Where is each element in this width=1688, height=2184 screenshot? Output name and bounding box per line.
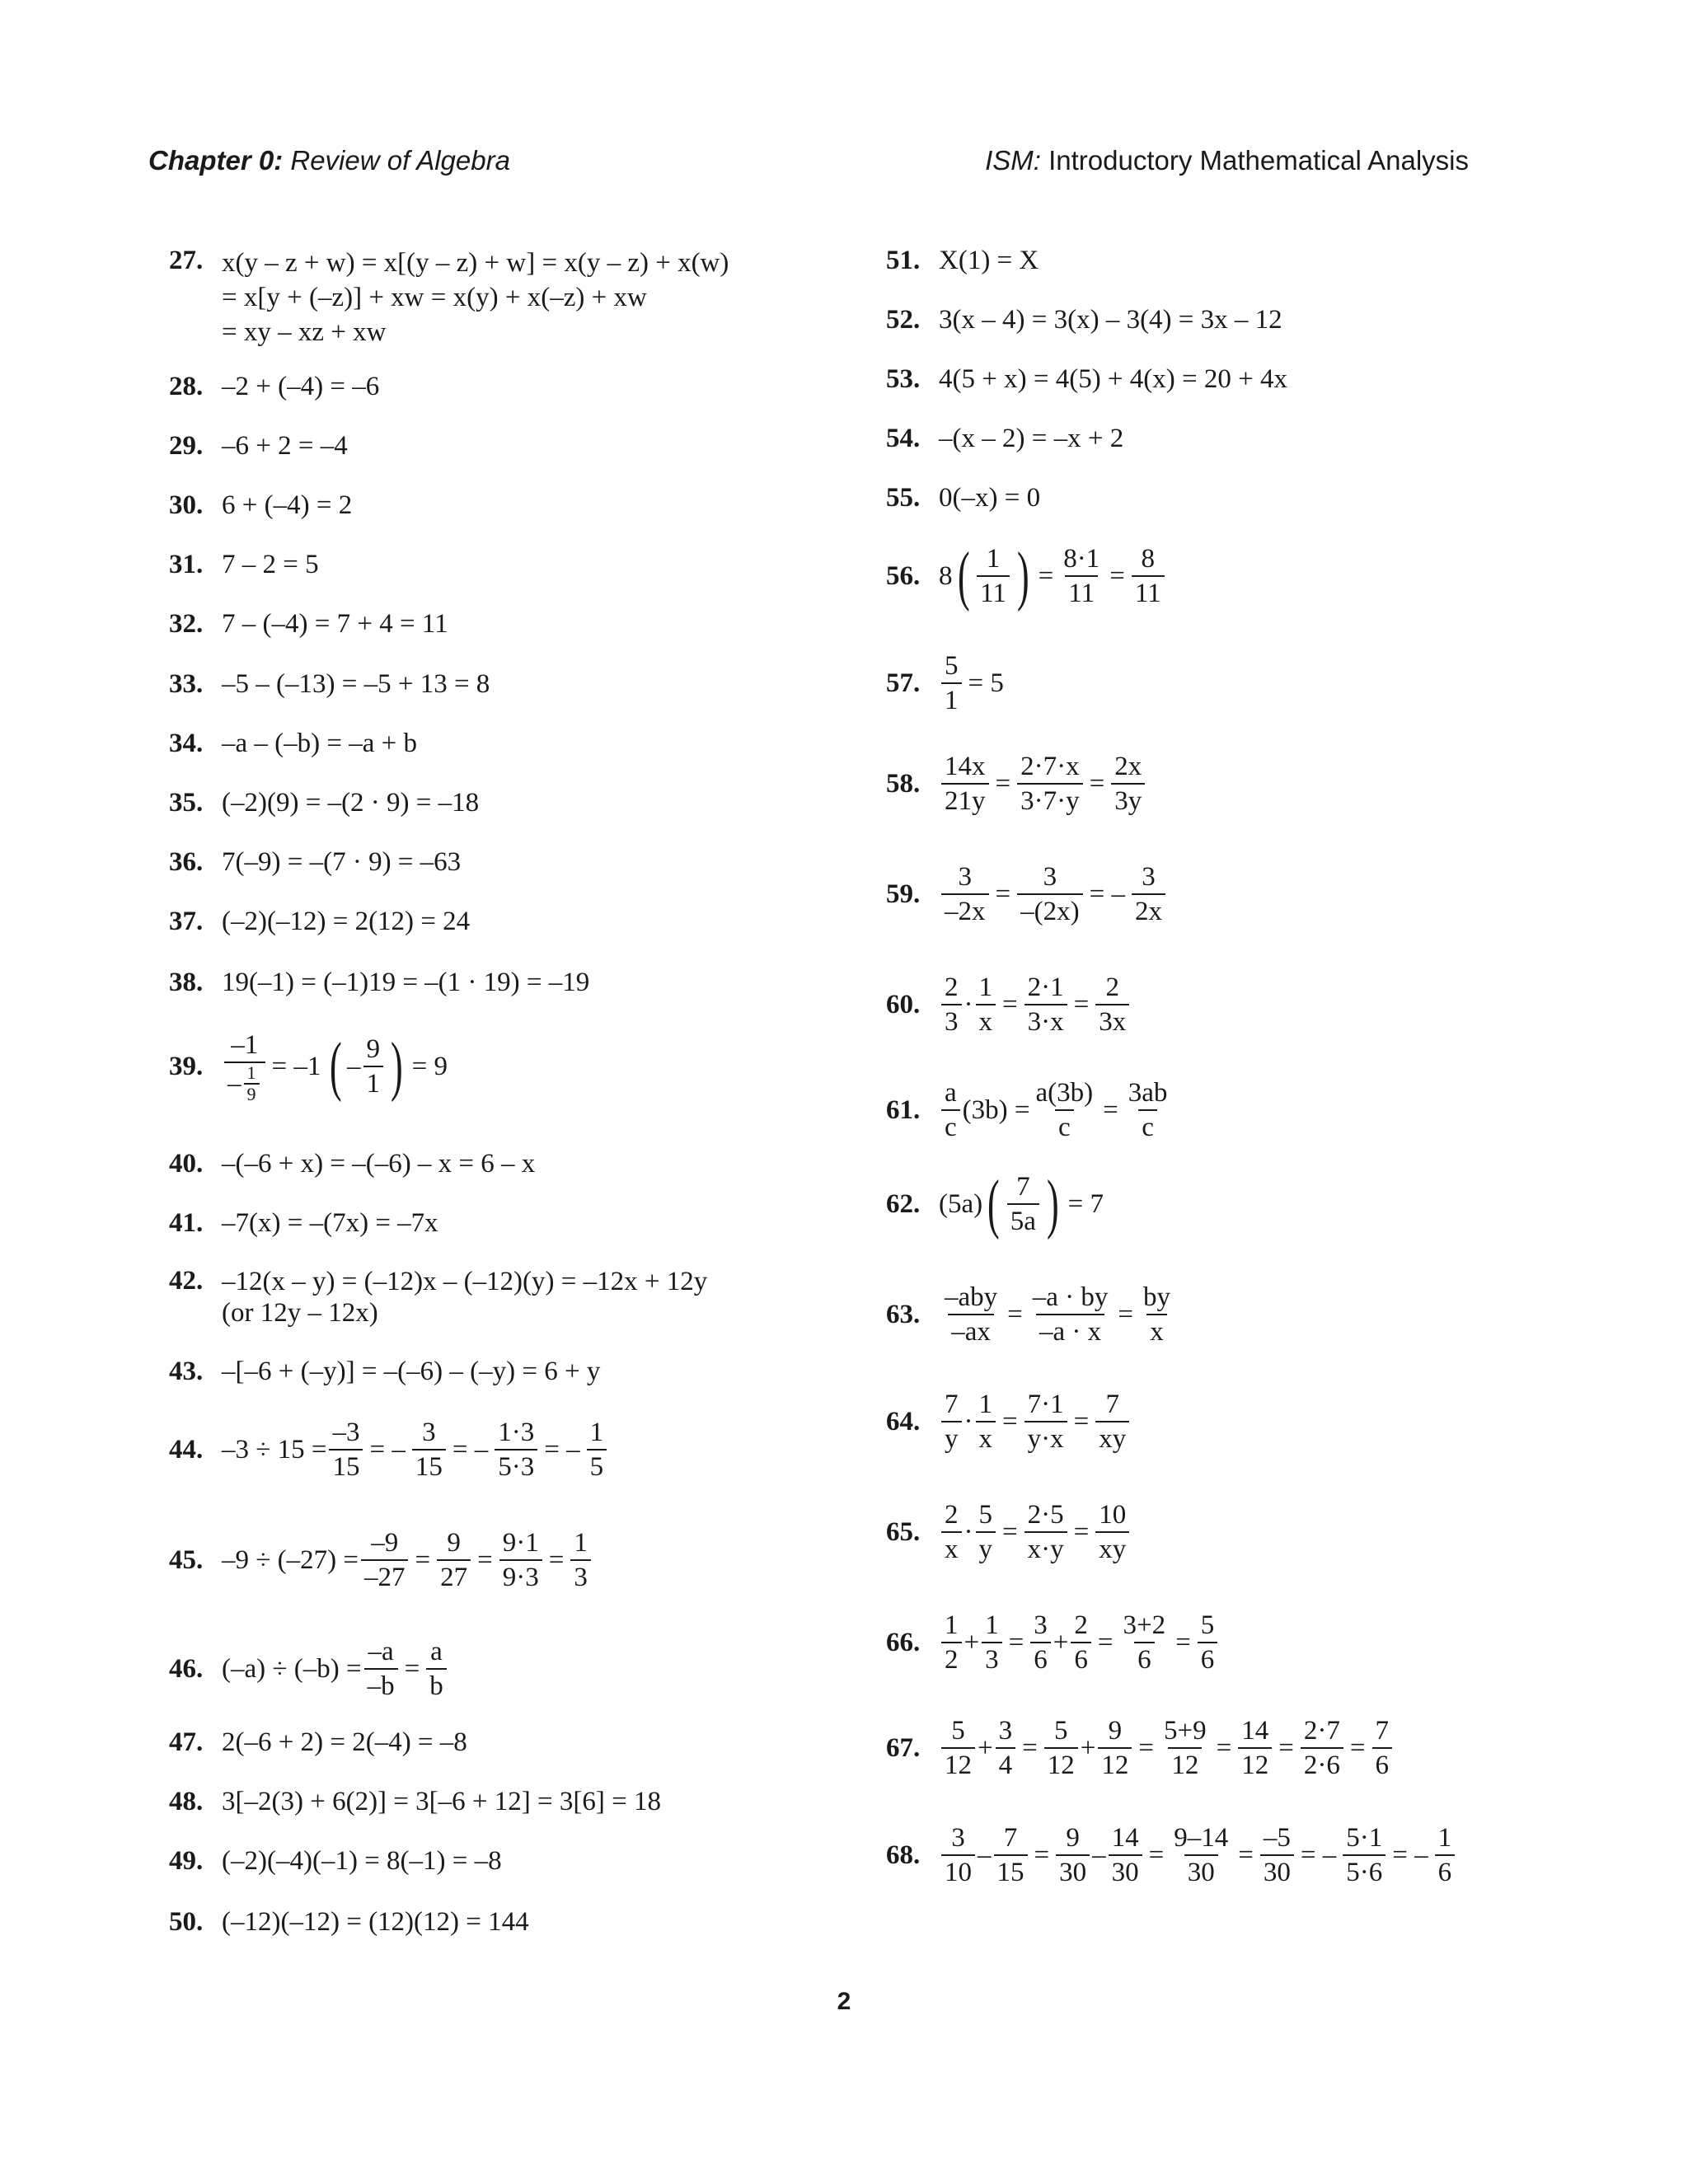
fraction: $\frac{5\cdot 1}{5\cdot 6}$ — [1343, 1821, 1386, 1889]
problem-28 — [169, 372, 379, 402]
fraction: $\frac{2x}{3y}$ — [1111, 750, 1145, 818]
problem-43 — [169, 1357, 600, 1387]
problem-number: 53. — [886, 364, 921, 394]
problem-55 — [886, 483, 1040, 513]
fraction: $\frac{1}{5}$ — [587, 1416, 607, 1483]
problem-solution: 3[–2(3) + 6(2)] = 3[–6 + 12] = 3[6] = 18 — [222, 1787, 661, 1816]
fraction: $\frac{-3}{15}$ — [329, 1416, 363, 1483]
fraction: $\frac{5}{y}$ — [976, 1498, 996, 1566]
fraction: $\frac{3}{-2x}$ — [941, 860, 989, 928]
fraction: $\frac{2\cdot 5}{x\cdot y}$ — [1025, 1498, 1067, 1566]
problem-number: 50. — [169, 1907, 204, 1937]
problem-solution: $\frac{14x}{21y}$ = $\frac{2\cdot 7\cdot x}{3\cdot 7\cdot y}$ = $\frac{2x}{3y}$ — [939, 750, 1147, 818]
problem-60 — [886, 971, 1132, 1038]
problem-number: 62. — [886, 1188, 921, 1219]
problem-number: 34. — [169, 729, 204, 758]
problem-48 — [169, 1787, 661, 1817]
problem-number: 66. — [886, 1627, 921, 1657]
problem-number: 67. — [886, 1732, 921, 1763]
fraction: $\frac{14}{30}$ — [1109, 1821, 1142, 1889]
problem-number: 27. — [169, 246, 204, 275]
problem-number: 42. — [169, 1266, 204, 1296]
problem-solution: $\frac{a}{c}$ (3b) = $\frac{a(3b)}{c}$ = $\frac{3ab}{c}$ — [939, 1076, 1173, 1144]
problem-number: 44. — [169, 1434, 204, 1465]
problem-number: 31. — [169, 550, 204, 579]
problem-42 — [169, 1266, 707, 1329]
problem-number: 41. — [169, 1208, 204, 1238]
problem-46 — [169, 1635, 449, 1703]
problem-64 — [886, 1388, 1132, 1455]
fraction: $\frac{8}{11}$ — [1132, 542, 1165, 610]
solution-line: = x[y + (–z)] + xw = x(y) + x(–z) + xw — [222, 283, 647, 312]
problem-number: 64. — [886, 1406, 921, 1436]
fraction: $\frac{1}{6}$ — [1435, 1821, 1456, 1889]
running-header-left — [148, 145, 510, 176]
problem-number: 37. — [169, 907, 204, 936]
problem-52 — [886, 305, 1282, 335]
problem-38 — [169, 968, 589, 998]
problem-32 — [169, 609, 448, 640]
fraction: $\frac{9}{1}$ — [363, 1033, 384, 1100]
problem-number: 59. — [886, 879, 921, 909]
problem-67 — [886, 1714, 1395, 1782]
problem-41 — [169, 1208, 438, 1239]
fraction: $\frac{5}{6}$ — [1198, 1609, 1218, 1676]
fraction: $\frac{1}{11}$ — [977, 542, 1010, 610]
problem-solution — [222, 1266, 707, 1329]
fraction: $\frac{3+2}{6}$ — [1123, 1610, 1166, 1675]
fraction: $\frac{1\cdot 3}{5\cdot 3}$ — [495, 1416, 537, 1483]
fraction: $\frac{3}{4}$ — [996, 1714, 1016, 1782]
problem-solution: (–2)(–12) = 2(12) = 24 — [222, 907, 471, 936]
problem-number: 30. — [169, 490, 204, 520]
problem-50 — [169, 1907, 529, 1938]
fraction: $\frac{2}{x}$ — [941, 1498, 962, 1566]
problem-number: 43. — [169, 1357, 204, 1386]
problem-solution: $\frac{5}{1}$ = 5 — [939, 649, 1008, 717]
problem-62 — [886, 1170, 1108, 1238]
right-paren: ) — [1016, 540, 1029, 612]
problem-solution: (–a) ÷ (–b) = $\frac{-a}{-b}$ = $\frac{a}{b}$ — [222, 1635, 449, 1703]
left-paren: ( — [330, 1030, 343, 1103]
problem-number: 60. — [886, 989, 921, 1019]
problem-solution: $\frac{5}{12}$ + $\frac{3}{4}$ = $\frac{5}{12}$ + $\frac{9}{12}$ = $\frac{5+9}{12}$ = $\frac{14}{12}$ = $\frac{2\cdot 7}{2\cdot 6}$ = $\frac{7}{6}$ — [939, 1714, 1395, 1782]
problem-solution: –(x – 2) = –x + 2 — [939, 424, 1124, 453]
problem-solution: $\frac{\text{–aby}}{-ax}$ = $\frac{-a \cdot by}{-a \cdot x}$ = $\frac{by}{x}$ — [939, 1281, 1176, 1348]
fraction: $\frac{9}{27}$ — [437, 1526, 471, 1594]
problem-number: 58. — [886, 768, 921, 799]
problem-58 — [886, 750, 1147, 818]
problem-49 — [169, 1846, 502, 1877]
problem-35 — [169, 788, 479, 818]
problem-solution: (–12)(–12) = (12)(12) = 144 — [222, 1907, 529, 1937]
fraction: $\frac{5+9}{12}$ — [1164, 1716, 1207, 1780]
fraction: $\frac{2}{3}$ — [941, 971, 962, 1038]
fraction: $\frac{5}{12}$ — [1044, 1714, 1078, 1782]
fraction: $\frac{3}{-(2x)}$ — [1017, 860, 1082, 928]
problem-number: 40. — [169, 1149, 204, 1179]
problem-31 — [169, 550, 319, 580]
page-number: 2 — [837, 1988, 851, 2015]
right-paren: ) — [391, 1030, 403, 1103]
book-title: Introductory Mathematical Analysis — [1048, 145, 1469, 176]
problem-51 — [886, 246, 1039, 276]
problem-solution: (5a) ( $\frac{7}{5a}$ ) = 7 — [939, 1168, 1104, 1240]
problem-number: 57. — [886, 668, 921, 698]
problem-47 — [169, 1727, 467, 1758]
problem-solution: 3(x – 4) = 3(x) – 3(4) = 3x – 12 — [939, 305, 1282, 335]
fraction: $\frac{7}{6}$ — [1372, 1714, 1393, 1782]
solution-line: = xy – xz + xw — [222, 317, 387, 347]
problem-63 — [886, 1281, 1176, 1348]
fraction: $\frac{2\cdot 1}{3\cdot x}$ — [1025, 971, 1067, 1038]
problem-solution: 4(5 + x) = 4(5) + 4(x) = 20 + 4x — [939, 364, 1287, 394]
problem-number: 51. — [886, 246, 921, 275]
problem-65 — [886, 1498, 1132, 1566]
problem-30 — [169, 490, 352, 521]
fraction: $\frac{7}{5a}$ — [1007, 1170, 1039, 1238]
problem-number: 54. — [886, 424, 921, 453]
running-header-right — [985, 145, 1469, 176]
fraction: $\frac{5}{1}$ — [941, 649, 962, 717]
problem-number: 45. — [169, 1544, 204, 1575]
problem-solution: 7 – 2 = 5 — [222, 550, 319, 579]
problem-number: 65. — [886, 1516, 921, 1547]
problem-number: 39. — [169, 1051, 204, 1081]
fraction: $\frac{3ab}{c}$ — [1128, 1078, 1168, 1142]
problem-34 — [169, 729, 417, 759]
problem-number: 35. — [169, 788, 204, 818]
fraction: $\frac{8\cdot 1}{11}$ — [1063, 544, 1100, 608]
problem-number: 32. — [169, 609, 204, 639]
fraction: $\frac{by}{x}$ — [1143, 1282, 1171, 1347]
problem-number: 48. — [169, 1787, 204, 1816]
problem-33 — [169, 669, 490, 700]
problem-number: 55. — [886, 483, 921, 513]
chapter-label: Chapter 0: — [148, 145, 284, 176]
chapter-title: Review of Algebra — [290, 145, 510, 176]
solution-line: (or 12y – 12x) — [222, 1298, 378, 1328]
fraction: $\frac{1}{2}$ — [941, 1609, 962, 1676]
fraction: $\frac{7\cdot 1}{y\cdot x}$ — [1025, 1388, 1067, 1455]
problem-61 — [886, 1076, 1173, 1144]
problem-27 — [169, 246, 729, 349]
problem-37 — [169, 907, 470, 937]
fraction: $\frac{a(3b)}{c}$ — [1035, 1078, 1094, 1142]
fraction: $\frac{2}{3x}$ — [1095, 971, 1129, 1038]
problem-solution: 7 – (–4) = 7 + 4 = 11 — [222, 609, 448, 639]
fraction: $\frac{9\cdot 1}{9\cdot 3}$ — [499, 1526, 542, 1594]
fraction: $\frac{1}{x}$ — [976, 971, 996, 1038]
fraction: $\frac{7}{y}$ — [941, 1388, 962, 1455]
fraction: $\frac{9-14}{30}$ — [1174, 1823, 1229, 1887]
fraction: $\frac{1}{3}$ — [982, 1609, 1002, 1676]
problem-solution: 7(–9) = –(7 · 9) = –63 — [222, 847, 462, 877]
problem-number: 68. — [886, 1840, 921, 1870]
problem-solution: 2(–6 + 2) = 2(–4) = –8 — [222, 1727, 467, 1757]
problem-solution: 19(–1) = (–1)19 = –(1 · 19) = –19 — [222, 968, 590, 997]
fraction: –1 – $\frac{1}{9}$ — [224, 1029, 265, 1104]
problem-number: 49. — [169, 1846, 204, 1876]
fraction: $\frac{a}{b}$ — [426, 1635, 447, 1703]
left-paren: ( — [987, 1168, 1000, 1240]
problem-66 — [886, 1609, 1220, 1676]
problem-39 — [169, 1029, 452, 1104]
fraction: $\frac{\text{–aby}}{-ax}$ — [945, 1282, 998, 1347]
problem-number: 63. — [886, 1299, 921, 1329]
fraction: $\frac{5}{12}$ — [941, 1714, 975, 1782]
fraction: $\frac{3}{10}$ — [941, 1821, 975, 1889]
problem-solution: (–2)(9) = –(2 · 9) = –18 — [222, 788, 480, 818]
problem-solution: –9 ÷ (–27) = $\frac{-9}{-27}$ = $\frac{9}{27}$ = $\frac{9\cdot 1}{9\cdot 3}$ = $\frac{1}{3}$ — [222, 1526, 593, 1594]
fraction: $\frac{7}{15}$ — [994, 1821, 1028, 1889]
nested-fraction: $\frac{1}{9}$ — [244, 1063, 260, 1104]
fraction: $\frac{10}{xy}$ — [1095, 1498, 1129, 1566]
problem-44 — [169, 1416, 609, 1483]
problem-solution: $\frac{7}{y}$ · $\frac{1}{x}$ = $\frac{7\cdot 1}{y\cdot x}$ = $\frac{7}{xy}$ — [939, 1388, 1132, 1455]
fraction: $\frac{-5}{30}$ — [1260, 1821, 1294, 1889]
problem-solution: (–2)(–4)(–1) = 8(–1) = –8 — [222, 1846, 502, 1876]
solution-line: –12(x – y) = (–12)x – (–12)(y) = –12x + 12y — [222, 1267, 708, 1296]
fraction: $\frac{3}{15}$ — [412, 1416, 446, 1483]
problem-solution: $\frac{2}{3}$ · $\frac{1}{x}$ = $\frac{2\cdot 1}{3\cdot x}$ = $\frac{2}{3x}$ — [939, 971, 1132, 1038]
problem-number: 36. — [169, 847, 204, 877]
problem-solution: $\frac{3}{-2x}$ = $\frac{3}{-(2x)}$ = – $\frac{3}{2x}$ — [939, 860, 1168, 928]
problem-solution: X(1) = X — [939, 246, 1039, 275]
fraction: $\frac{1}{3}$ — [570, 1526, 591, 1594]
fraction: $\frac{-a}{-b}$ — [364, 1635, 398, 1703]
problem-29 — [169, 431, 348, 462]
problem-number: 38. — [169, 968, 204, 997]
fraction: $\frac{2}{6}$ — [1071, 1609, 1091, 1676]
problem-solution: –(–6 + x) = –(–6) – x = 6 – x — [222, 1149, 536, 1179]
left-paren: ( — [957, 540, 970, 612]
problem-53 — [886, 364, 1287, 395]
fraction: $\frac{9}{12}$ — [1098, 1714, 1132, 1782]
problem-number: 28. — [169, 372, 204, 401]
problem-54 — [886, 424, 1123, 454]
problem-number: 56. — [886, 560, 921, 591]
fraction: $\frac{-9}{-27}$ — [361, 1526, 409, 1594]
fraction: $\frac{7}{xy}$ — [1095, 1388, 1129, 1455]
problem-57 — [886, 649, 1008, 717]
problem-solution: –[–6 + (–y)] = –(–6) – (–y) = 6 + y — [222, 1357, 601, 1386]
fraction: $\frac{3}{6}$ — [1030, 1609, 1051, 1676]
problem-solution: –5 – (–13) = –5 + 13 = 8 — [222, 669, 490, 699]
problem-solution: 0(–x) = 0 — [939, 483, 1041, 513]
fraction: $\frac{14x}{21y}$ — [941, 750, 989, 818]
ism-label: ISM: — [985, 145, 1041, 176]
problem-45 — [169, 1526, 593, 1594]
fraction: $\frac{9}{30}$ — [1056, 1821, 1090, 1889]
problem-solution: –2 + (–4) = –6 — [222, 372, 380, 401]
fraction: $\frac{a}{c}$ — [941, 1076, 960, 1144]
problem-59 — [886, 860, 1168, 928]
problem-solution: –7(x) = –(7x) = –7x — [222, 1208, 438, 1238]
problem-68 — [886, 1821, 1457, 1889]
fraction: $\frac{14}{12}$ — [1238, 1714, 1272, 1782]
problem-number: 47. — [169, 1727, 204, 1757]
problem-solution: 6 + (–4) = 2 — [222, 490, 353, 520]
fraction: $\frac{-a \cdot by}{-a \cdot x}$ — [1032, 1282, 1109, 1347]
problem-solution: 8 ( $\frac{1}{11}$ ) = $\frac{8\cdot 1}{11}$ = $\frac{8}{11}$ — [939, 542, 1167, 610]
problem-number: 29. — [169, 431, 204, 461]
fraction: $\frac{1}{x}$ — [976, 1388, 996, 1455]
problem-56 — [886, 542, 1167, 610]
problem-solution: –6 + 2 = –4 — [222, 431, 348, 461]
problem-36 — [169, 847, 461, 878]
problem-solution: $\frac{2}{x}$ · $\frac{5}{y}$ = $\frac{2\cdot 5}{x\cdot y}$ = $\frac{10}{xy}$ — [939, 1498, 1132, 1566]
fraction: $\frac{2\cdot 7\cdot x}{3\cdot 7\cdot y}$ — [1017, 750, 1082, 818]
problem-solution: $\frac{3}{10}$ – $\frac{7}{15}$ = $\frac{9}{30}$ – $\frac{14}{30}$ = $\frac{9-14}{30}$ = $\frac{-5}{30}$ = – $\frac{5\cdot 1}{5\cdot 6}$ = – $\frac{1}{6}$ — [939, 1821, 1457, 1889]
problem-solution — [222, 246, 729, 349]
solution-line: x(y – z + w) = x[(y – z) + w] = x(y – z) + x(w) — [222, 248, 729, 278]
problem-solution: $\frac{1}{2}$ + $\frac{1}{3}$ = $\frac{3}{6}$ + $\frac{2}{6}$ = $\frac{3+2}{6}$ = $\frac{5}{6}$ — [939, 1609, 1220, 1676]
fraction: $\frac{2\cdot 7}{2\cdot 6}$ — [1301, 1714, 1343, 1782]
problem-number: 33. — [169, 669, 204, 699]
problem-solution: –3 ÷ 15 = $\frac{-3}{15}$ = – $\frac{3}{15}$ = – $\frac{1\cdot 3}{5\cdot 3}$ = – $\frac{1}{5}$ — [222, 1416, 609, 1483]
problem-number: 46. — [169, 1653, 204, 1684]
problem-solution: –a – (–b) = –a + b — [222, 729, 417, 758]
problem-number: 61. — [886, 1094, 921, 1125]
problem-solution: –1 – $\frac{1}{9}$ = –1 ( – $\frac{9}{1}$ ) = 9 — [222, 1029, 452, 1104]
right-paren: ) — [1046, 1168, 1059, 1240]
fraction: $\frac{3}{2x}$ — [1132, 860, 1165, 928]
problem-number: 52. — [886, 305, 921, 335]
problem-40 — [169, 1149, 535, 1179]
